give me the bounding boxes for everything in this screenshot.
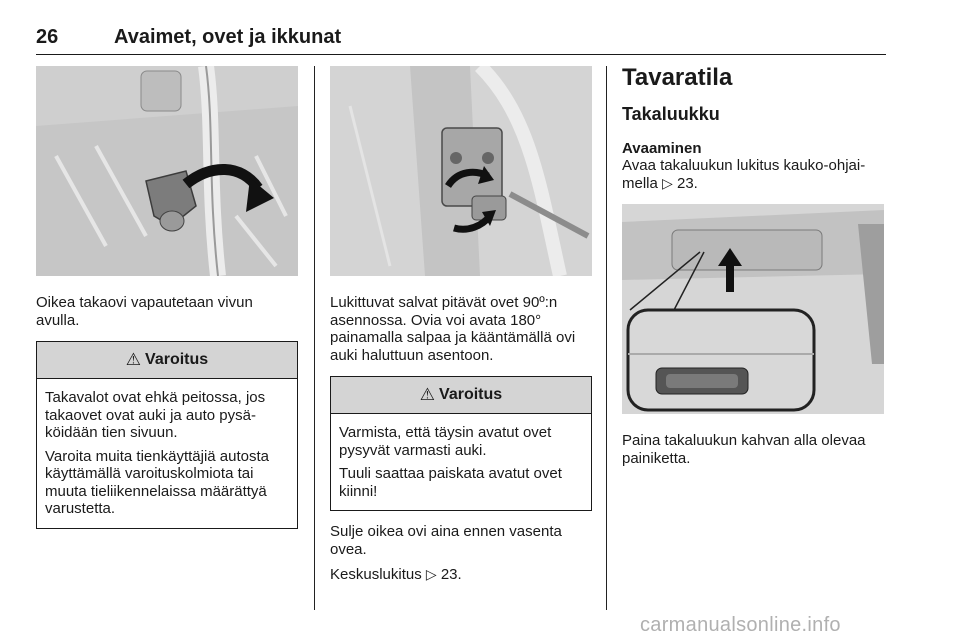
page-number: 26: [36, 26, 59, 48]
warning-text-2b: Tuuli saattaa paiskata avatut ovet kiinni!: [339, 465, 562, 500]
caption-tailgate-button: Paina takaluukun kahvan alla olevaa painiketta.: [622, 432, 866, 467]
door-check-latch-illustration: [330, 66, 592, 276]
central-locking-text: Keskuslukitus: [330, 566, 422, 583]
warning-text-1a: Takavalot ovat ehkä peitossa, jos takaovet ovat auki ja auto pysä-köidään tien sivuun.: [45, 389, 266, 441]
watermark: carmanualsonline.info: [640, 614, 841, 636]
central-locking-ref[interactable]: 23.: [440, 566, 462, 583]
tailgate-button-illustration: [622, 204, 884, 414]
rear-door-lever-illustration: [36, 66, 298, 276]
caption-door-latch: Lukittuvat salvat pitävät ovet 90º:n asennossa. Ovia voi avata 180° painamalla salpaa ja kääntämällä ovi auki haluttuun asentoon.: [330, 294, 576, 364]
column-3: [622, 66, 884, 467]
paragraph-central-locking: [330, 566, 592, 584]
section-title: Tavaratila: [622, 64, 733, 91]
column-1: [36, 66, 298, 529]
chapter-title: Avaimet, ovet ja ikkunat: [114, 26, 342, 48]
paragraph-tailgate-open: [622, 157, 884, 192]
warning-title-1: Varoitus: [145, 351, 209, 368]
column-2: [330, 66, 592, 584]
page-header: [36, 22, 886, 55]
subsection-title: Takaluukku: [622, 104, 720, 124]
warning-box-2: [330, 376, 592, 511]
page-reference-arrow-icon: ▷: [662, 174, 673, 191]
warning-text-2a: Varmista, että täysin avatut ovet pysyvät varmasti auki.: [339, 424, 552, 459]
page-reference-arrow-icon: ▷: [425, 566, 437, 582]
warning-header-2: [331, 377, 591, 414]
warning-header-1: [37, 342, 297, 379]
warning-body-1: [37, 379, 297, 528]
tailgate-open-text: Avaa takaluukun lukitus kauko-ohjai-mella: [622, 157, 866, 192]
warning-body-2: [331, 414, 591, 510]
column-divider-1: [314, 66, 315, 610]
paragraph-close-order: Sulje oikea ovi aina ennen vasenta ovea.: [330, 523, 562, 558]
warning-triangle-icon: ⚠: [419, 385, 436, 404]
warning-title-2: Varoitus: [439, 386, 503, 403]
warning-box-1: [36, 341, 298, 529]
sub-heading: Avaaminen: [622, 140, 702, 157]
caption-rear-door: Oikea takaovi vapautetaan vivun avulla.: [36, 294, 253, 329]
warning-triangle-icon: ⚠: [125, 350, 142, 369]
column-divider-2: [606, 66, 607, 610]
warning-text-1b: Varoita muita tienkäyttäjiä autosta käyttämällä varoituskolmiota tai muuta tieliikennelaissa määrättyä varustetta.: [45, 447, 270, 517]
tailgate-open-ref[interactable]: 23.: [676, 174, 698, 192]
